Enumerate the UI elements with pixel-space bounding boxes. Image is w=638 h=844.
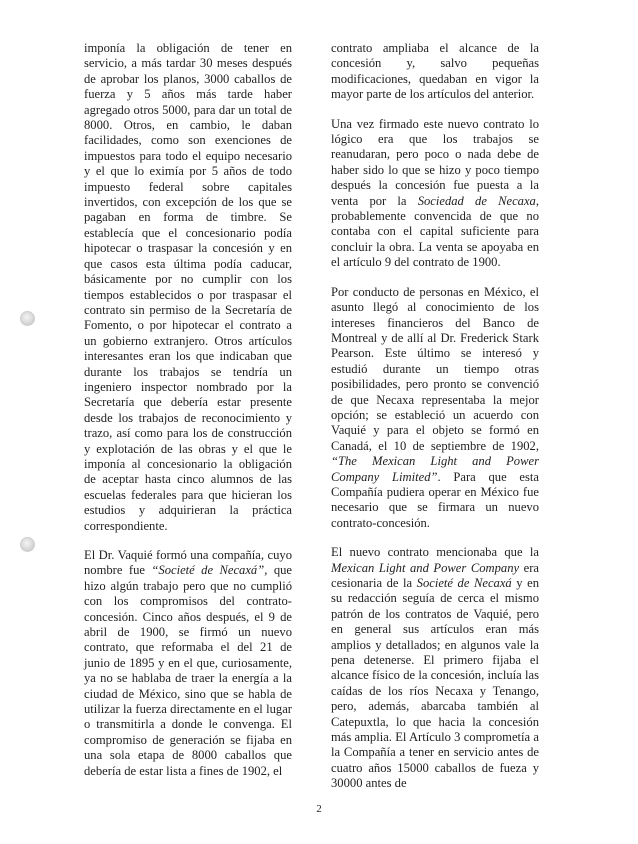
left-paragraph-2-company-name: “Societé de Necaxá”: [151, 563, 265, 578]
right-paragraph-4-text-c: y en su redacción seguía de cerca el mismo patrón de los contratos de Vaquié, pero en general sus artículos eran más amplios y detallados; en algunos vale la pena detenerse. El primero fijaba el alcance físico de la concesión, incluía las caídas de los ríos Necaxa y Tenango, pero, además, abarcaba también al Catepuxtla, lo que hacia la concesión más amplia. El Artículo 3 comprometía a la Compañía a tener en servicio antes de cuatro años 15000 caballos de fueza y 30000 antes de: [331, 576, 539, 791]
right-paragraph-4: [331, 545, 539, 792]
left-paragraph-1: [84, 41, 292, 534]
right-paragraph-3-text-b: . Para que esta Compañía pudiera operar en México fue necesario que se firmara un nuevo contrato-concesión.: [331, 469, 539, 530]
right-paragraph-2-company-name: Sociedad de Necaxa: [417, 193, 536, 208]
right-paragraph-4-text-a: El nuevo contrato mencionaba que la: [331, 545, 539, 560]
left-paragraph-2-text-a: El Dr. Vaquié formó una compañía, cuyo nombre fue: [84, 548, 292, 578]
binder-hole-bottom: [20, 537, 35, 552]
left-paragraph-2: [84, 548, 292, 779]
right-paragraph-2-text-a: Una vez firmado este nuevo contrato lo lógico era que los trabajos se reanudaran, pero poco o nada debe de haber sido lo que se hizo y poco tiempo después la concesión fue puesta a la venta por la: [331, 116, 539, 208]
right-paragraph-1-text: contrato ampliaba el alcance de la concesión y, salvo pequeñas modificaciones, quedaban en vigor la mayor parte de los artículos del anterior.: [331, 41, 539, 102]
right-paragraph-3-company-name: “The Mexican Light and Power Company Limited”: [331, 454, 539, 484]
right-paragraph-1: [331, 41, 539, 103]
left-paragraph-2-text-b: , que hizo algún trabajo pero que no cumplió con los compromisos del contrato-concesión. Cinco años después, el 9 de abril de 1900, se firmó un nuevo contrato, que reformaba el del 21 de junio de 1895 y en el que, curiosamente, ya no se hablaba de traer la energía a la ciudad de México, sino que se habla de utilizar la fuerza directamente en el lugar o transmitirla a donde le convenga. El compromiso de generación se fijaba en una sola etapa de 8000 caballos que debería de estar lista a fines de 1902, el: [84, 563, 292, 778]
binder-hole-top: [20, 311, 35, 326]
right-paragraph-4-company-name-2: Societé de Necaxá: [416, 576, 512, 590]
left-paragraph-1-text: imponía la obligación de tener en servicio, a más tardar 30 meses después de aprobar los planos, 3000 caballos de fuerza y 5 años más tarde haber agregado otros 5000, para dar un total de 8000. Otros, en cambio, le daban facilidades, como son exenciones de impuestos para todo el equipo necesario y el que lo eximía por 5 años de todo impuesto federal sobre capitales invertidos, con excepción de los que se pagaban en forma de timbre. Se establecía que el concesionario podía hipotecar o traspasar la concesión y en que casos esta última podía caducar, básicamente por no cumplir con los tiempos establecidos o por traspasar el contrato sin permiso de la Secretaría de Fomento, o por hipotecar el contrato a un gobierno extranjero. Otros artículos interesantes eran los que indicaban que durante los trabajos se tendría un ingeniero inspector nombrado por la Secretaría que debería estar presente desde los trabajos de reconocimiento y trazo, así como para los de construcción y explotación de las obras y el que le imponía al concesionario la obligación de aceptar hasta cinco alumnos de las escuelas federales para que hicieran los estudios y adquirieran la práctica correspondiente.: [84, 41, 292, 533]
right-paragraph-3: [331, 285, 539, 532]
right-column: [331, 41, 539, 806]
right-paragraph-3-text-a: Por conducto de personas en México, el asunto llegó al conocimiento de los intereses financieros del Banco de Montreal y de allí al Dr. Frederick Stark Pearson. Este último se interesó y estudió durante un tiempo otras posibilidades, pero pronto se convenció de que Necaxa representaba la mejor opción; se estableció un acuerdo con Vaquié y para el objeto se formó en Canadá, el 10 de septiembre de 1902,: [331, 284, 539, 453]
left-column: [84, 41, 292, 793]
right-paragraph-2-text-b: , probablemente convencida de que no contaba con el capital suficiente para concluir la obra. La venta se apoyaba en el artículo 9 del contrato de 1900.: [331, 193, 540, 270]
right-paragraph-2: [331, 117, 539, 271]
right-paragraph-4-company-name-1: Mexican Light and Power Company: [331, 560, 520, 575]
right-paragraph-4-text-b: era cesionaria de la: [331, 560, 539, 590]
page-number: 2: [316, 803, 322, 815]
